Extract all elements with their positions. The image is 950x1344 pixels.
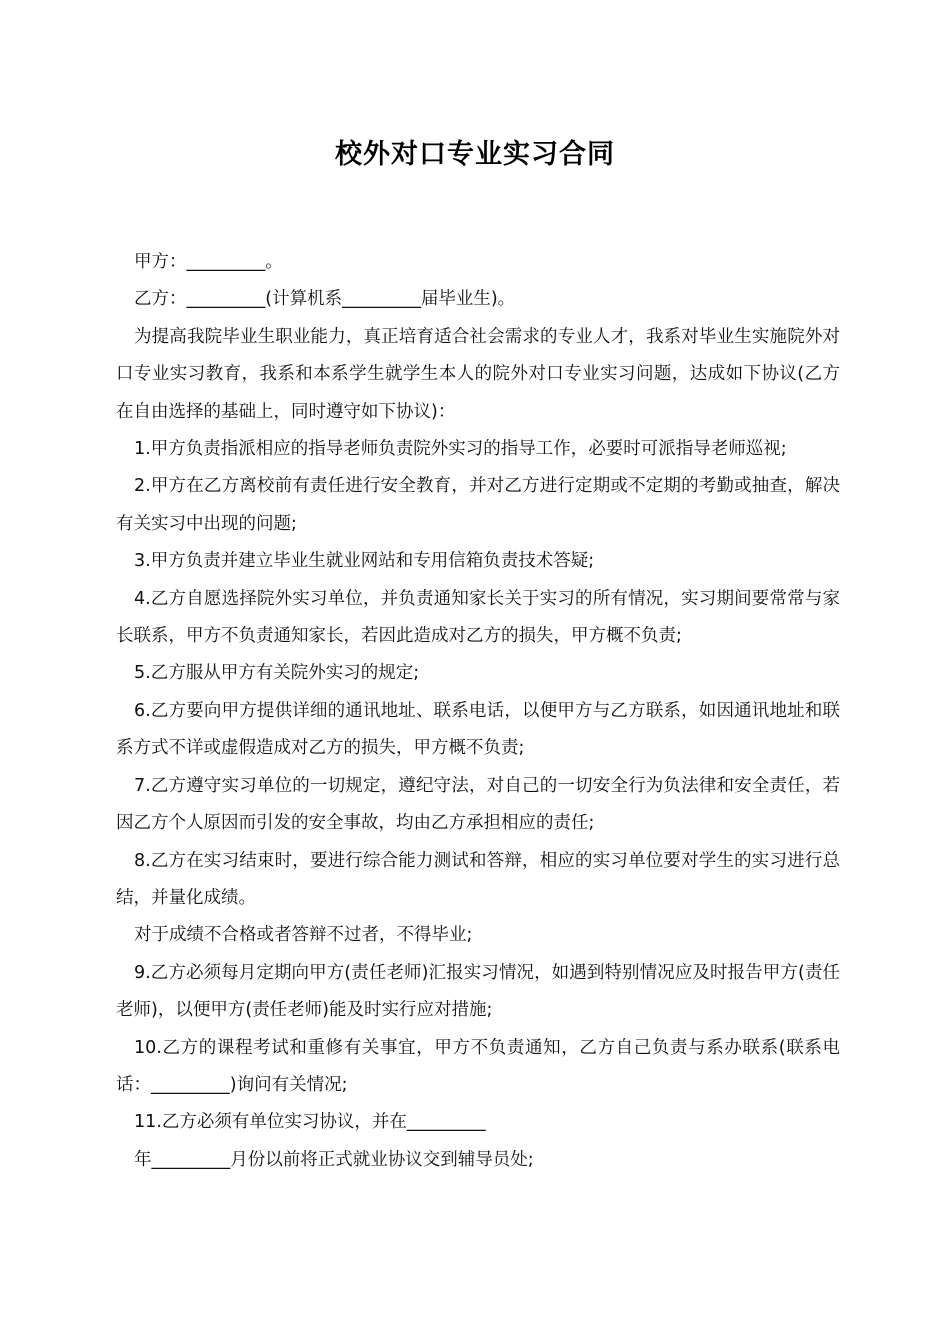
clause-11: 11.乙方必须有单位实习协议，并在_________ bbox=[134, 1112, 486, 1133]
clause-6: 6.乙方要向甲方提供详细的通讯地址、联系电话，以便甲方与乙方联系，如因通讯地址和联系方式不详或虚假造成对乙方的损失，甲方概不负责; bbox=[116, 700, 840, 759]
party-b-line: 乙方：_________(计算机系_________届毕业生)。 bbox=[134, 289, 516, 310]
clause-1: 1.甲方负责指派相应的指导老师负责院外实习的指导工作，必要时可派指导老师巡视; bbox=[134, 439, 787, 460]
clause-8-note: 对于成绩不合格或者答辩不过者，不得毕业; bbox=[134, 925, 473, 946]
preamble-paragraph: 为提高我院毕业生职业能力，真正培育适合社会需求的专业人才，我系对毕业生实施院外对口专业实习教育，我系和本系学生就学生本人的院外对口专业实习问题，达成如下协议(乙方在自由选择的基础上，同时遵守如下协议)： bbox=[116, 326, 840, 422]
clause-2: 2.甲方在乙方离校前有责任进行安全教育，并对乙方进行定期或不定期的考勤或抽查，解决有关实习中出现的问题; bbox=[116, 476, 840, 534]
clause-7: 7.乙方遵守实习单位的一切规定，遵纪守法，对自己的一切安全行为负法律和安全责任，若因乙方个人原因而引发的安全事故，均由乙方承担相应的责任; bbox=[116, 775, 840, 834]
clause-4: 4.乙方自愿选择院外实习单位，并负责通知家长关于实习的所有情况，实习期间要常常与家长联系，甲方不负责通知家长，若因此造成对乙方的损失，甲方概不负责; bbox=[116, 588, 840, 647]
document-title: 校外对口专业实习合同 bbox=[335, 139, 615, 170]
clause-3: 3.甲方负责并建立毕业生就业网站和专用信箱负责技术答疑; bbox=[134, 551, 595, 572]
clause-5: 5.乙方服从甲方有关院外实习的规定; bbox=[134, 663, 420, 684]
party-a-line: 甲方：_________。 bbox=[134, 252, 283, 272]
clause-9: 9.乙方必须每月定期向甲方(责任老师)汇报实习情况，如遇到特别情况应及时报告甲方(责任老师)，以便甲方(责任老师)能及时实行应对措施; bbox=[116, 962, 840, 1021]
contract-body bbox=[116, 244, 840, 1179]
clause-10: 10.乙方的课程考试和重修有关事宜，甲方不负责通知，乙方自己负责与系办联系(联系电话：_________)询问有关情况; bbox=[116, 1037, 840, 1095]
clause-8: 8.乙方在实习结束时，要进行综合能力测试和答辩，相应的实习单位要对学生的实习进行总结，并量化成绩。 bbox=[116, 850, 840, 908]
clause-11-continued: 年_________月份以前将正式就业协议交到辅导员处; bbox=[134, 1149, 534, 1170]
